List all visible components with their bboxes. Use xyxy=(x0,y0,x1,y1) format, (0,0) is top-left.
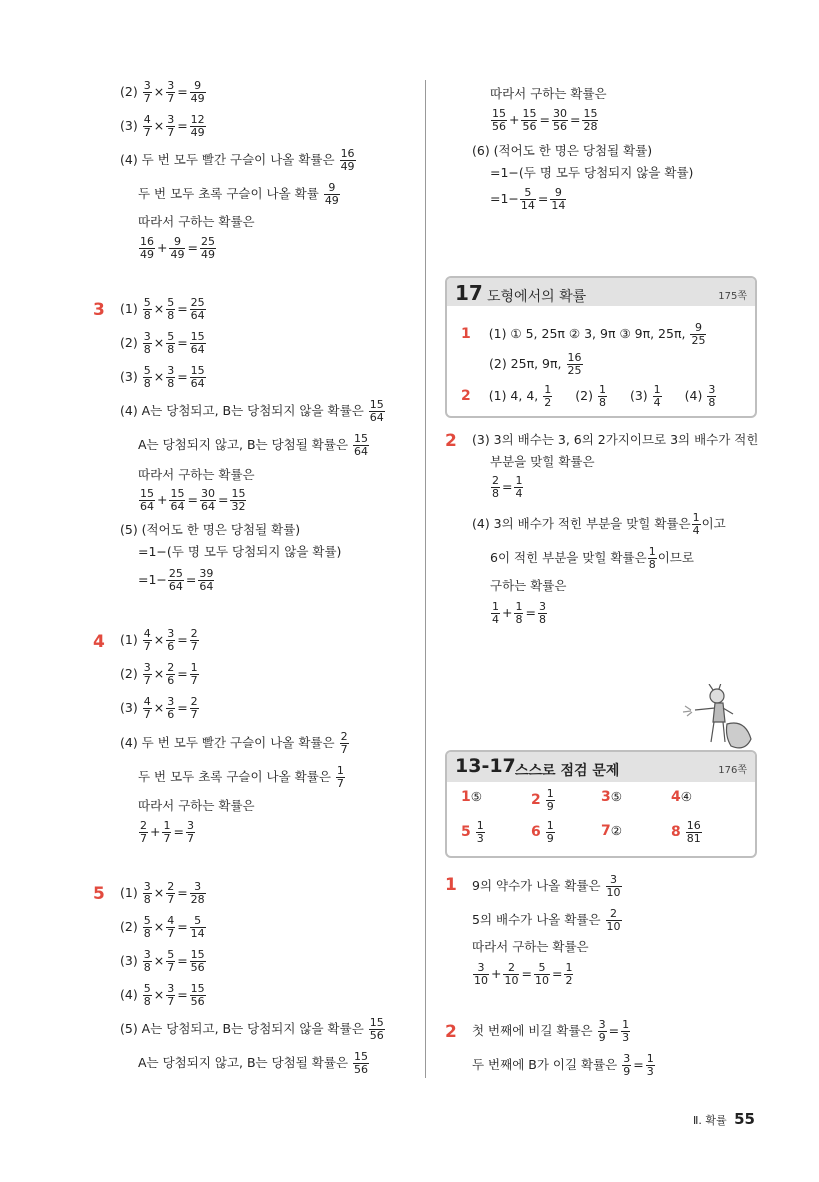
eq-line: (3) $\frac{4}{7}$ × $\frac{3}{7}$ = $\frac{12}{49}$ xyxy=(120,113,205,139)
answer: ② xyxy=(610,822,622,838)
problem-number: 5 xyxy=(93,884,105,904)
answer-row xyxy=(671,790,692,804)
text: =1− xyxy=(138,571,167,587)
text-line xyxy=(120,524,300,537)
eq-line: (2) $\frac{5}{8}$ × $\frac{4}{7}$ = $\frac{5}{14}$ xyxy=(120,914,205,940)
eq-line: $\frac{3}{10}$ + $\frac{2}{10}$ = $\frac{5}{10}$ = $\frac{1}{2}$ xyxy=(474,961,573,987)
column-divider xyxy=(425,80,426,1078)
eq-line: (4) $\frac{5}{8}$ × $\frac{3}{7}$ = $\frac{15}{56}$ xyxy=(120,982,205,1008)
text: (4) 두 번 모두 빨간 구슬이 나올 확률은 xyxy=(120,734,335,750)
eq-line: 6이 적힌 부분을 맞힐 확률은 $\frac{1}{8}$ 이므로 xyxy=(490,545,694,571)
answer: ⑤ xyxy=(610,788,622,804)
text-line xyxy=(138,469,255,482)
eq-line: (1) $\frac{4}{7}$ × $\frac{3}{6}$ = $\frac{2}{7}$ xyxy=(120,627,198,653)
chapter-label: Ⅱ. 확률 xyxy=(692,1114,727,1127)
text: (4) 3의 배수가 적힌 부분을 맞힐 확률은 xyxy=(472,515,691,531)
text: (4) 두 번 모두 빨간 구슬이 나올 확률은 xyxy=(120,151,335,167)
label: (3) xyxy=(120,699,138,715)
eq-line: (2) $\frac{3}{7}$ × $\frac{3}{7}$ = $\frac{9}{49}$ xyxy=(120,79,205,105)
eq-line: A는 당첨되지 않고, B는 당첨될 확률은 $\frac{15}{56}$ xyxy=(138,1050,369,1076)
answer-row: 8 $\frac{16}{81}$ xyxy=(671,819,701,845)
eq-line: 두 번째에 B가 이길 확률은 $\frac{3}{9}$ = $\frac{1}{3}$ xyxy=(472,1052,654,1078)
text: (5) (적어도 한 명은 당첨될 확률) xyxy=(120,522,301,537)
label: (2) xyxy=(120,334,138,350)
label: (2) xyxy=(120,83,138,99)
text-line xyxy=(472,434,758,447)
text: 구하는 확률은 xyxy=(490,578,567,593)
text-line xyxy=(472,145,652,158)
text-line xyxy=(138,546,341,559)
page-footer xyxy=(693,1110,755,1128)
eq-line: =1− $\frac{5}{14}$ = $\frac{9}{14}$ xyxy=(490,186,566,212)
eq-line: 5의 배수가 나올 확률은 $\frac{2}{10}$ xyxy=(472,907,621,933)
text: (5) A는 당첨되고, B는 당첨되지 않을 확률은 xyxy=(120,1020,364,1036)
answer-box-13-17 xyxy=(445,750,757,858)
eq-line: 두 번 모두 초록 구슬이 나올 확률은 $\frac{1}{7}$ xyxy=(138,764,344,790)
section-title: 도형에서의 확률 xyxy=(487,289,587,305)
answer-number: 3 xyxy=(601,789,611,805)
label: (1) xyxy=(120,884,138,900)
problem-number: 2 xyxy=(445,431,457,451)
text: 따라서 구하는 확률은 xyxy=(490,86,607,101)
eq-line: 두 번 모두 초록 구슬이 나올 확률 $\frac{9}{49}$ xyxy=(138,181,339,207)
section-title: 스스로 점검 문제 xyxy=(515,763,620,779)
answer: ⑤ xyxy=(470,788,482,804)
text-line xyxy=(138,800,255,813)
eq-line: (5) A는 당첨되고, B는 당첨되지 않을 확률은 $\frac{15}{56}$ xyxy=(120,1016,384,1042)
eq-line: $\frac{2}{8}$ = $\frac{1}{4}$ xyxy=(492,474,523,500)
text: =1−(두 명 모두 당첨되지 않을 확률) xyxy=(490,165,694,180)
eq-line: (2) $\frac{3}{8}$ × $\frac{5}{8}$ = $\frac{15}{64}$ xyxy=(120,330,205,356)
text: (1) ① 5, 25π ② 3, 9π ③ 9π, 25π, xyxy=(488,325,686,341)
eq-line: $\frac{1}{4}$ + $\frac{1}{8}$ = $\frac{3}{8}$ xyxy=(492,600,546,626)
section-number: 13-17 xyxy=(455,755,516,777)
eq-line: 9의 약수가 나올 확률은 $\frac{3}{10}$ xyxy=(472,873,621,899)
label: (2) xyxy=(575,387,593,403)
answer-box-17 xyxy=(445,276,757,418)
answer-number: 4 xyxy=(671,789,681,805)
answer-number: 2 xyxy=(461,388,471,405)
answer-row: 5 $\frac{1}{3}$ xyxy=(461,819,484,845)
label: (2) xyxy=(120,918,138,934)
text: A는 당첨되지 않고, B는 당첨될 확률은 xyxy=(138,436,349,452)
eq-line: (4) 두 번 모두 빨간 구슬이 나올 확률은 $\frac{16}{49}$ xyxy=(120,147,355,173)
answer-number: 2 xyxy=(531,792,541,809)
text-line xyxy=(472,941,589,954)
answer-row: 2 $\frac{1}{9}$ xyxy=(531,787,554,813)
text-line xyxy=(490,88,607,101)
text-line xyxy=(490,456,595,469)
problem-number: 2 xyxy=(445,1022,457,1042)
answer: ④ xyxy=(680,788,692,804)
text: (3) 3의 배수는 3, 6의 2가지이므로 3의 배수가 적힌 xyxy=(472,432,759,447)
eq-line: (4) 두 번 모두 빨간 구슬이 나올 확률은 $\frac{2}{7}$ xyxy=(120,730,348,756)
answer-row: 2 (1) 4, 4, $\frac{1}{2}$ (2) $\frac{1}{8}$ (3) $\frac{1}{4}$ (4) $\frac{3}{8}$ xyxy=(461,383,716,409)
answer-row xyxy=(461,790,482,804)
text-line xyxy=(490,580,566,593)
eq-line: $\frac{16}{49}$ + $\frac{9}{49}$ = $\frac{25}{49}$ xyxy=(140,235,215,261)
label: (3) xyxy=(120,117,138,133)
eq-line: $\frac{15}{56}$ + $\frac{15}{56}$ = $\frac{30}{56}$ = $\frac{15}{28}$ xyxy=(492,107,598,133)
label: (3) xyxy=(120,952,138,968)
label: (1) xyxy=(120,631,138,647)
eq-line: 첫 번째에 비길 확률은 $\frac{3}{9}$ = $\frac{1}{3}$ xyxy=(472,1018,630,1044)
eq-line: (2) $\frac{3}{7}$ × $\frac{2}{6}$ = $\frac{1}{7}$ xyxy=(120,661,198,687)
eq-line: =1− $\frac{25}{64}$ = $\frac{39}{64}$ xyxy=(138,567,214,593)
answer-number: 8 xyxy=(671,824,681,841)
section-number: 17 xyxy=(455,281,483,305)
eq-line: A는 당첨되지 않고, B는 당첨될 확률은 $\frac{15}{64}$ xyxy=(138,432,369,458)
answer-row: 1 (1) ① 5, 25π ② 3, 9π ③ 9π, 25π, $\frac{9}{25}$ xyxy=(461,321,706,347)
label: (3) xyxy=(629,387,648,403)
text: 6이 적힌 부분을 맞힐 확률은 xyxy=(490,549,647,565)
page-number: 55 xyxy=(734,1110,755,1128)
text: 따라서 구하는 확률은 xyxy=(472,939,589,954)
label: (2) xyxy=(120,665,138,681)
answer-number: 1 xyxy=(461,326,471,343)
answer-row xyxy=(601,790,622,804)
text: 9의 약수가 나올 확률은 xyxy=(472,877,601,893)
answer-number: 6 xyxy=(531,824,541,841)
text: (2) 25π, 9π, xyxy=(489,355,562,371)
text: 따라서 구하는 확률은 xyxy=(138,467,255,482)
label: (3) xyxy=(120,368,138,384)
answer-number: 1 xyxy=(461,789,471,805)
text: 두 번째에 B가 이길 확률은 xyxy=(472,1056,618,1072)
text: (6) (적어도 한 명은 당첨될 확률) xyxy=(472,143,653,158)
text: 따라서 구하는 확률은 xyxy=(138,214,255,229)
text: (1) 4, 4, xyxy=(488,387,539,403)
answer-row: (2) 25π, 9π, $\frac{16}{25}$ xyxy=(489,351,582,377)
answer-row xyxy=(601,824,622,838)
text: 5의 배수가 나올 확률은 xyxy=(472,911,601,927)
eq-line: (4) A는 당첨되고, B는 당첨되지 않을 확률은 $\frac{15}{64}$ xyxy=(120,398,384,424)
character-illustration xyxy=(665,684,757,756)
eq-line: (3) $\frac{3}{8}$ × $\frac{5}{7}$ = $\frac{15}{56}$ xyxy=(120,948,205,974)
label: (1) xyxy=(120,300,138,316)
text: 두 번 모두 초록 구슬이 나올 확률은 xyxy=(138,768,331,784)
eq-line: (4) 3의 배수가 적힌 부분을 맞힐 확률은 $\frac{1}{4}$ 이고 xyxy=(472,511,726,537)
text: 이고 xyxy=(701,515,726,531)
text: (4) A는 당첨되고, B는 당첨되지 않을 확률은 xyxy=(120,402,364,418)
answer-number: 7 xyxy=(601,823,611,839)
text: 첫 번째에 비길 확률은 xyxy=(472,1022,593,1038)
page-ref: 175쪽 xyxy=(718,291,747,302)
eq-line: (3) $\frac{4}{7}$ × $\frac{3}{6}$ = $\frac{2}{7}$ xyxy=(120,695,198,721)
answer-row: 6 $\frac{1}{9}$ xyxy=(531,819,554,845)
eq-line: $\frac{15}{64}$ + $\frac{15}{64}$ = $\frac{30}{64}$ = $\frac{15}{32}$ xyxy=(140,487,246,513)
eq-line: (1) $\frac{3}{8}$ × $\frac{2}{7}$ = $\frac{3}{28}$ xyxy=(120,880,205,906)
text: 두 번 모두 초록 구슬이 나올 확률 xyxy=(138,185,319,201)
text: 따라서 구하는 확률은 xyxy=(138,798,255,813)
text-line xyxy=(490,167,693,180)
eq-line: $\frac{2}{7}$ + $\frac{1}{7}$ = $\frac{3}{7}$ xyxy=(140,819,194,845)
eq-line: (1) $\frac{5}{8}$ × $\frac{5}{8}$ = $\frac{25}{64}$ xyxy=(120,296,205,322)
answer-number: 5 xyxy=(461,824,471,841)
text: =1−(두 명 모두 당첨되지 않을 확률) xyxy=(138,544,342,559)
text: =1− xyxy=(490,190,519,206)
text: 이므로 xyxy=(657,549,694,565)
text: 부분을 맞힐 확률은 xyxy=(490,454,595,469)
text: A는 당첨되지 않고, B는 당첨될 확률은 xyxy=(138,1054,349,1070)
label: (4) xyxy=(684,387,703,403)
problem-number: 1 xyxy=(445,875,457,895)
problem-number: 3 xyxy=(93,300,105,320)
label: (4) xyxy=(120,986,138,1002)
page-ref: 176쪽 xyxy=(718,765,747,776)
text-line xyxy=(138,216,255,229)
problem-number: 4 xyxy=(93,632,105,652)
eq-line: (3) $\frac{5}{8}$ × $\frac{3}{8}$ = $\frac{15}{64}$ xyxy=(120,364,205,390)
